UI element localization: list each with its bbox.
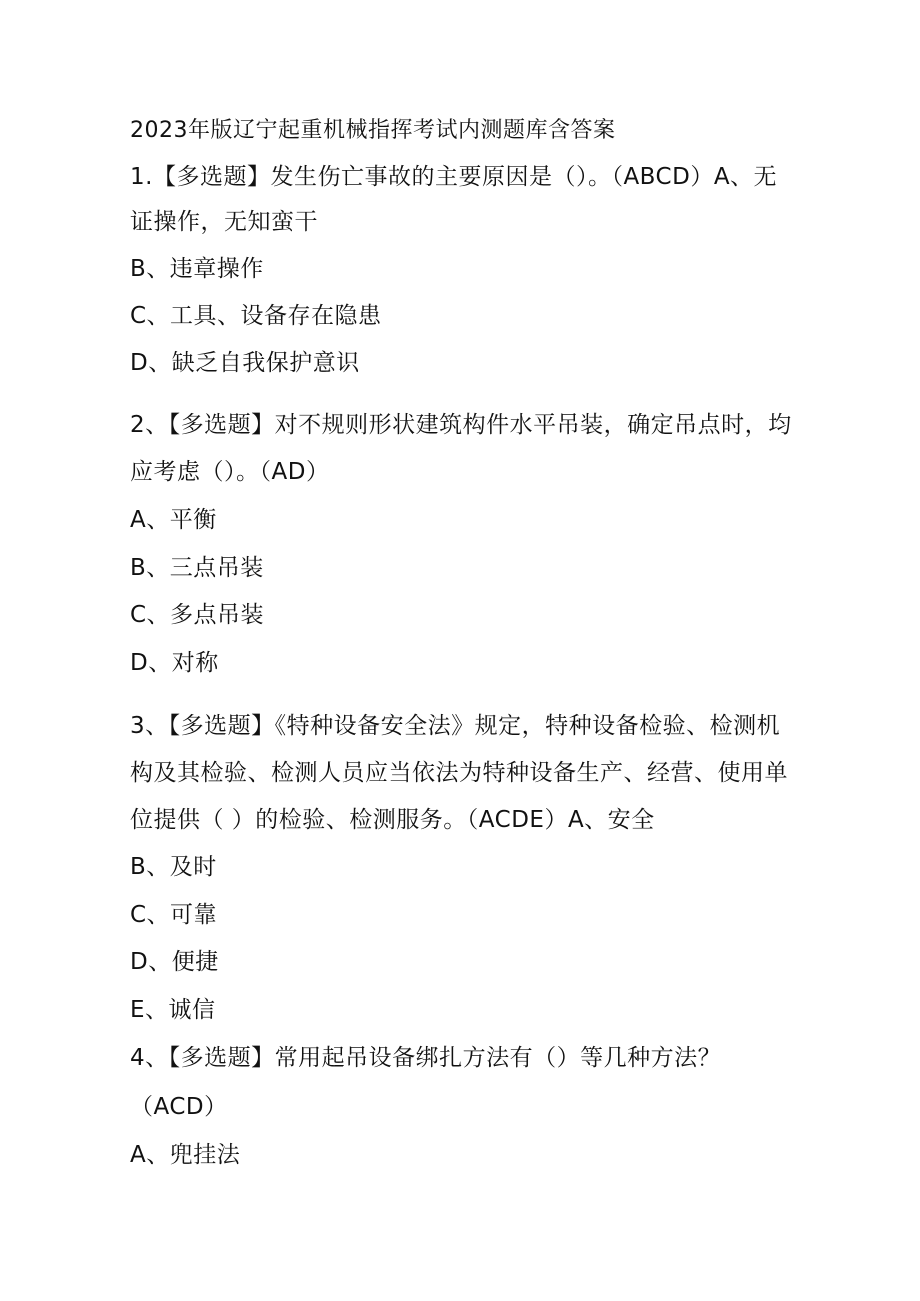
question-3-line-1: 3、【多选题】《特种设备安全法》规定，特种设备检验、检测机 — [130, 713, 781, 739]
question-1-line-2: 证操作，无知蛮干 — [130, 209, 318, 235]
question-1-option-d: D、缺乏自我保护意识 — [130, 350, 360, 376]
question-3-option-e: E、诚信 — [130, 997, 216, 1023]
question-3-option-b: B、及时 — [130, 854, 217, 880]
question-3-line-3: 位提供（ ）的检验、检测服务。（ACDE）A、安全 — [130, 807, 655, 833]
question-2-option-b: B、三点吊装 — [130, 555, 264, 581]
question-4-line-2: （ACD） — [130, 1094, 228, 1120]
question-3-line-2: 构及其检验、检测人员应当依法为特种设备生产、经营、使用单 — [130, 760, 788, 786]
question-3-option-d: D、便捷 — [130, 949, 219, 975]
question-2-option-d: D、对称 — [130, 650, 219, 676]
document-title: 2023年版辽宁起重机械指挥考试内测题库含答案 — [130, 118, 616, 143]
question-1-line-1: 1.【多选题】发生伤亡事故的主要原因是（）。（ABCD）A、无 — [130, 164, 778, 190]
question-4-line-1: 4、【多选题】常用起吊设备绑扎方法有（）等几种方法？ — [130, 1045, 722, 1071]
question-2-option-c: C、多点吊装 — [130, 602, 265, 628]
question-2-line-2: 应考虑（）。（AD） — [130, 459, 330, 485]
question-3-option-c: C、可靠 — [130, 902, 218, 928]
question-1-option-c: C、工具、设备存在隐患 — [130, 303, 382, 329]
question-4-option-a: A、兜挂法 — [130, 1142, 241, 1168]
question-2-line-1: 2、【多选题】对不规则形状建筑构件水平吊装，确定吊点时，均 — [130, 412, 792, 438]
question-2-option-a: A、平衡 — [130, 507, 217, 533]
question-1-option-b: B、违章操作 — [130, 256, 264, 282]
